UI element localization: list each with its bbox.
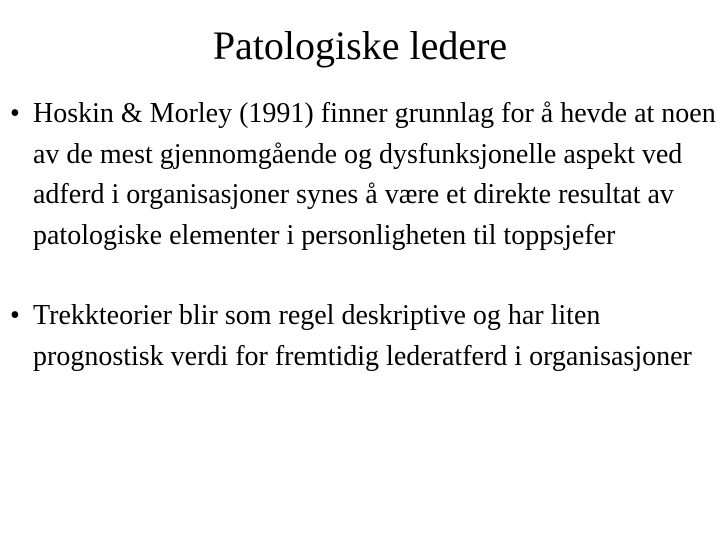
bullet-text: Trekkteorier blir som regel deskriptive og har liten prognostisk verdi for fremtidig lederatferd i organisasjoner xyxy=(33,300,692,372)
bullet-list xyxy=(0,94,720,377)
bullet-marker: • xyxy=(10,300,20,331)
bullet-text: Hoskin & Morley (1991) finner grunnlag for å hevde at noen av de mest gjennomgående og dysfunksjonelle aspekt ved adferd i organisasjoner synes å være et direkte resultat av patologiske elementer i personligheten til toppsjefer xyxy=(33,98,716,251)
slide-title: Patologiske ledere xyxy=(212,23,508,68)
bullet-item xyxy=(0,94,720,256)
bullet-marker: • xyxy=(10,98,20,129)
bullet-item xyxy=(0,296,720,377)
